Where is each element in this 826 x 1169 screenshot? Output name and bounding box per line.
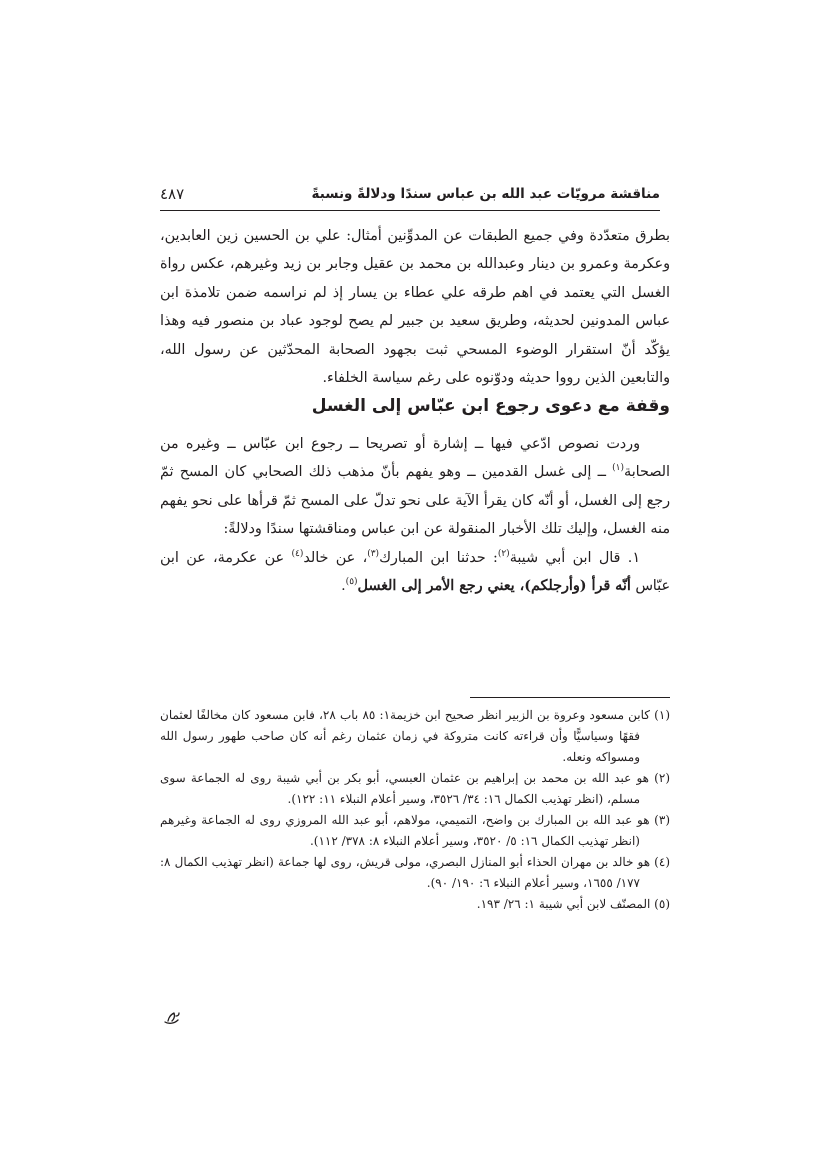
paragraph-3-part-4: عن عكرمة، عن ابن عبّاس [160,549,670,595]
running-header [160,181,660,211]
paragraph-3 [160,544,670,601]
publisher-logo-icon [162,1010,182,1026]
footnote-ref-1: (١) [612,463,625,474]
paragraph-3-part-1: ١. قال ابن أبي شيبة [509,549,641,566]
footnote-1: (١) كابن مسعود وعروة بن الزبير انظر صحيح ابن خزيمة١: ٨٥ باب ٢٨، فابن مسعود كان مخالفًا لعثمان فقهًا وسياسيًّا وأن قراءته كانت متروكة في زمان عثمان رغم أنه كان صاحب طهور رسول الله ومسواكه ونعله. [160,708,670,764]
footnote-ref-2: (٢) [497,548,510,559]
footnotes [160,705,670,915]
paragraph-2-part-2: ــ إلى غسل القدمين ــ وهو يفهم بأنّ مذهب ذلك الصحابي كان المسح ثمّ رجع إلى الغسل، أو أنّه كان يقرأ الآية على نحو تدلّ على المسح ثمّ قرأها على نحو يفهم منه الغسل، وإليك تلك الأخبار المنقولة عن ابن عباس ومناقشتها سندًا ودلالةً: [160,464,670,538]
footnote-2: (٢) هو عبد الله بن محمد بن إبراهيم بن عثمان العبسي، أبو بكر بن أبي شيبة روى له الجماعة سوى مسلم، (انظر تهذيب الكمال ١٦: ٣٤/ ٣٥٢٦، وسير أعلام النبلاء ١١: ١٢٢). [160,771,670,806]
main-text [160,222,670,392]
paragraph-3-part-2: : حدثنا ابن المبارك [379,549,498,566]
quoted-reading: أنّه قرأ (وأرجلكم)، يعني رجع الأمر إلى الغسل [357,578,631,595]
section-heading: وقفة مع دعوى رجوع ابن عبّاس إلى الغسل [311,396,670,416]
footnote-separator [470,697,670,698]
running-title: مناقشة مرويّات عبد الله بن عباس سندًا ودلالةً ونسبةً [311,186,660,202]
paragraph-2 [160,430,670,544]
footnote-ref-4: (٤) [291,548,304,559]
footnote-ref-3: (٣) [367,548,380,559]
paragraph-2-part-1: وردت نصوص ادّعي فيها ــ إشارة أو تصريحا ــ رجوع ابن عبّاس ــ وغيره من الصحابة [160,436,670,481]
page-number: ٤٨٧ [160,185,185,203]
footnote-3: (٣) هو عبد الله بن المبارك بن واضح، التميمي، مولاهم، أبو عبد الله المروزي روى له الجماعة وغيرهم (انظر تهذيب الكمال ١٦: ٥/ ٣٥٢٠، وسير أعلام النبلاء ٨: ٣٧٨/ ١١٢). [160,813,670,848]
paragraph-3-end: . [341,578,346,595]
paragraph-3-part-3: ، عن خالد [303,549,368,566]
footnote-ref-5: (٥) [345,577,358,588]
footnote-5: (٥) المصنّف لابن أبي شيبة ١: ٢٦/ ١٩٣. [476,897,670,911]
section-text [160,430,670,600]
footnote-4: (٤) هو خالد بن مهران الحذاء أبو المنازل البصري، مولى قريش، روى لها جماعة (انظر تهذيب الكمال ٨: ١٧٧/ ١٦٥٥، وسير أعلام النبلاء ٦: ١٩٠/ ٩٠). [160,855,670,890]
paragraph-1: بطرق متعدّدة وفي جميع الطبقات عن المدوِّنين أمثال: علي بن الحسين زين العابدين، وعكرمة وعمرو بن دينار وعبدالله بن محمد بن عقيل وجابر بن زيد وغيرهم، عكس رواة الغسل التي يعتمد في اهم طرقه علي عطاء بن يسار إذ لم نراسمه ضمن تلامذة ابن عباس المدونين لحديثه، وطريق سعيد بن جبير لم يصح لوجود عباد بن منصور فيه وهذا يؤكّد أنّ استقرار الوضوء المسحي ثبت بجهود الصحابة المحدّثين عن رسول الله، والتابعين الذين رووا حديثه ودوّنوه على رغم سياسة الخلفاء. [160,228,670,387]
